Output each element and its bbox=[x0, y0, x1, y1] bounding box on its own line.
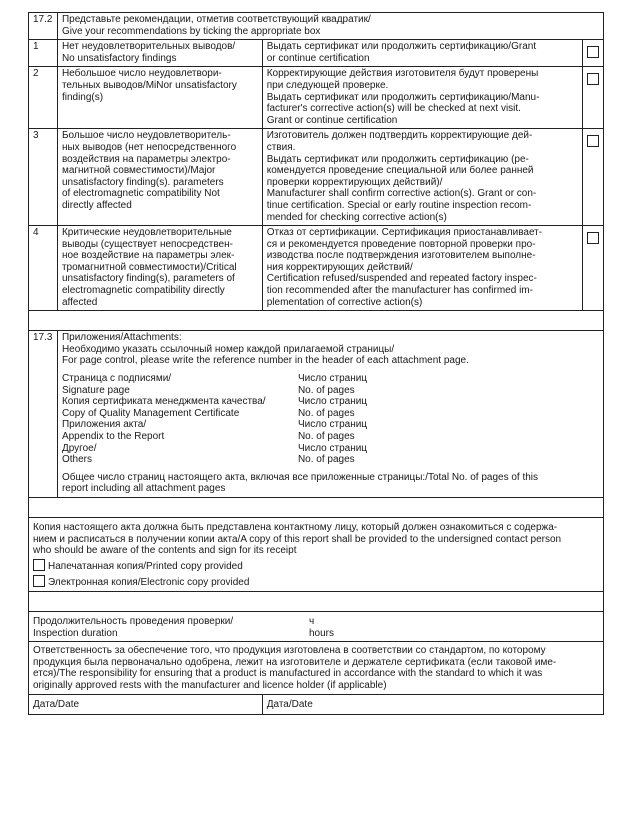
section-17-2-title bbox=[57, 13, 603, 40]
action-line: facturer's corrective action(s) will be checked at next visit. bbox=[266, 103, 521, 115]
inspection-report-page bbox=[28, 12, 604, 715]
page-count-label-ru: Число страниц bbox=[297, 419, 368, 431]
copy-text-line: who should be aware of the contents and sign for its receipt bbox=[33, 545, 297, 557]
recommendation-2-checkbox[interactable] bbox=[587, 73, 599, 85]
action-line: ся и рекомендуется проведение повторной проверки про- bbox=[266, 238, 536, 250]
responsibility-row bbox=[29, 642, 604, 694]
finding-cell bbox=[57, 129, 262, 226]
recommendation-row-1 bbox=[29, 40, 604, 67]
responsibility-cell bbox=[29, 642, 604, 694]
spacer-cell bbox=[29, 497, 604, 517]
section-17-3-row bbox=[29, 331, 604, 498]
date-cell-left bbox=[29, 694, 263, 715]
spacer-row bbox=[29, 311, 604, 331]
action-line: tinue certification. Special or early routine inspection recom- bbox=[266, 199, 532, 211]
attachments-title: Приложения/Attachments: bbox=[61, 332, 182, 344]
page-count-label-ru: Число страниц bbox=[297, 373, 368, 385]
printed-copy-checkbox[interactable] bbox=[33, 559, 45, 571]
attachments-instruction-ru: Необходимо указать ссылочный номер каждой прилагаемой страницы/ bbox=[61, 343, 395, 355]
action-line: mended for checking corrective action(s) bbox=[266, 211, 447, 223]
row-number: 3 bbox=[29, 129, 58, 226]
attachments-cell bbox=[57, 331, 603, 498]
electronic-copy-checkbox[interactable] bbox=[33, 575, 45, 587]
page-count-label-ru: Число страниц bbox=[297, 396, 368, 408]
action-line: Manufacturer shall confirm corrective action(s). Grant or con- bbox=[266, 188, 537, 200]
action-cell bbox=[262, 129, 583, 226]
action-cell bbox=[262, 226, 583, 311]
finding-cell bbox=[57, 226, 262, 311]
finding-line: affected bbox=[61, 296, 98, 308]
attachments-instruction-en: For page control, please write the reference number in the header of each attachment page. bbox=[61, 355, 469, 367]
finding-line: магнитной совместимости)/Major bbox=[61, 165, 216, 177]
finding-line: Небольшое число неудовлетвори- bbox=[61, 68, 222, 80]
duration-row bbox=[29, 611, 604, 641]
recommendation-1-checkbox[interactable] bbox=[587, 46, 599, 58]
checkbox-cell bbox=[583, 129, 604, 226]
spacer-row bbox=[29, 591, 604, 611]
electronic-copy-option[interactable] bbox=[33, 575, 599, 589]
spacer-cell bbox=[29, 591, 604, 611]
finding-line: Нет неудовлетворительных выводов/ bbox=[61, 41, 236, 53]
copy-text-line: Копия настоящего акта должна быть представлена контактному лицу, который должен ознакомиться с содержа- bbox=[33, 521, 558, 533]
checkbox-cell bbox=[583, 226, 604, 311]
duration-line bbox=[33, 628, 599, 640]
finding-cell bbox=[57, 40, 262, 67]
row-number: 2 bbox=[29, 67, 58, 129]
attachment-label-ru: Страница с подписями/ bbox=[61, 373, 172, 385]
attachment-label-en: Others bbox=[61, 454, 92, 466]
responsibility-line: originally approved rests with the manufacturer and licence holder (if applicable) bbox=[33, 679, 387, 691]
finding-line: тромагнитной совместимости)/Critical bbox=[61, 261, 237, 273]
section-number: 17.3 bbox=[29, 331, 58, 498]
finding-line: воздействия на параметры электро- bbox=[61, 153, 231, 165]
report-form-table bbox=[28, 12, 604, 715]
action-line: or continue certification bbox=[266, 52, 370, 64]
action-line: Изготовитель должен подтвердить корректирующие дей- bbox=[266, 130, 533, 142]
attachment-label-ru: Другое/ bbox=[61, 442, 97, 454]
row-number: 4 bbox=[29, 226, 58, 311]
attachment-label-ru: Приложения акта/ bbox=[61, 419, 147, 431]
action-cell bbox=[262, 40, 583, 67]
finding-line: тельных выводов/MiNor unsatisfactory bbox=[61, 79, 237, 91]
finding-line: ное воздействие на параметры элек- bbox=[61, 250, 235, 262]
date-label: Дата/Date bbox=[33, 698, 80, 710]
action-line: ствия. bbox=[266, 141, 296, 153]
duration-label-en: Inspection duration bbox=[33, 627, 118, 639]
attachment-label-en: Copy of Quality Management Certificate bbox=[61, 407, 240, 419]
page-count-label-en: No. of pages bbox=[297, 454, 355, 466]
page-count-label-en: No. of pages bbox=[297, 431, 355, 442]
action-line: Grant or continue certification bbox=[266, 114, 398, 126]
action-line: Certification refused/suspended and repeated factory inspec- bbox=[266, 273, 537, 285]
copy-text-line: нием и расписаться в получении копии акта/A copy of this report shall be provided to the undersigned contact person bbox=[33, 533, 562, 545]
section-number: 17.2 bbox=[29, 13, 58, 40]
attachment-label-en: Signature page bbox=[61, 384, 130, 396]
row-number: 1 bbox=[29, 40, 58, 67]
page-count-label-en: No. of pages bbox=[297, 384, 355, 396]
total-pages-line: Общее число страниц настоящего акта, включая все приложенные страницы:/Total No. of pages of this bbox=[61, 471, 539, 483]
finding-line: Критические неудовлетворительные bbox=[61, 227, 232, 239]
printed-copy-option[interactable] bbox=[33, 559, 599, 573]
action-line: проверки корректирующих действий)/ bbox=[266, 176, 443, 188]
finding-line: electromagnetic compatibility directly bbox=[61, 285, 225, 297]
finding-cell bbox=[57, 67, 262, 129]
checkbox-cell bbox=[583, 40, 604, 67]
duration-unit-en: hours bbox=[309, 627, 335, 639]
finding-line: finding(s) bbox=[61, 91, 104, 103]
recommendation-row-4 bbox=[29, 226, 604, 311]
attachment-label-ru: Копия сертификата менеджмента качества/ bbox=[61, 396, 266, 408]
action-line: Выдать сертификат или продолжить сертификацию (ре- bbox=[266, 153, 529, 165]
action-line: изводства после подтверждения изготовителем выполне- bbox=[266, 250, 536, 262]
electronic-copy-label: Электронная копия/Electronic copy provided bbox=[48, 577, 250, 589]
action-line: Выдать сертификат или продолжить сертификацию/Grant bbox=[266, 41, 537, 53]
section-title-en: Give your recommendations by ticking the appropriate box bbox=[61, 25, 321, 37]
copy-cell bbox=[29, 517, 604, 591]
action-line: Выдать сертификат или продолжить сертификацию/Manu- bbox=[266, 91, 540, 103]
finding-line: unsatisfactory finding(s). parameters bbox=[61, 176, 224, 188]
total-pages bbox=[62, 472, 599, 495]
section-title-ru: Представьте рекомендации, отметив соответствующий квадратик/ bbox=[61, 14, 371, 25]
page-count-label-en: No. of pages bbox=[297, 407, 355, 419]
recommendation-row-3 bbox=[29, 129, 604, 226]
finding-line: of electromagnetic compatibility Not bbox=[61, 188, 220, 200]
spacer-row bbox=[29, 497, 604, 517]
duration-label-ru: Продолжительность проведения проверки/ bbox=[33, 615, 234, 627]
action-line: plementation of corrective action(s) bbox=[266, 296, 423, 308]
attachment-label-en: Appendix to the Report bbox=[61, 431, 165, 442]
page-count-label-ru: Число страниц bbox=[297, 442, 368, 454]
duration-cell bbox=[29, 611, 604, 641]
recommendation-4-checkbox[interactable] bbox=[587, 232, 599, 244]
checkbox-cell bbox=[583, 67, 604, 129]
responsibility-line: продукция была первоначально одобрена, лежит на изготовителе и держателе сертификата (если таковой име- bbox=[33, 656, 557, 668]
total-pages-line: report including all attachment pages bbox=[61, 483, 226, 495]
printed-copy-label: Напечатанная копия/Printed copy provided bbox=[48, 560, 243, 572]
spacer-cell bbox=[29, 311, 604, 331]
action-line: при следующей проверке. bbox=[266, 79, 389, 91]
finding-line: ных выводов (нет непосредственного bbox=[61, 141, 237, 153]
responsibility-line: Ответственность за обеспечение того, что продукция изготовлена в соответствии со стандартом, по которому bbox=[33, 645, 546, 657]
action-line: ния корректирующих действий/ bbox=[266, 261, 413, 273]
finding-line: No unsatisfactory findings bbox=[61, 52, 177, 64]
date-cell-right bbox=[262, 694, 603, 715]
finding-line: Большое число неудовлетворитель- bbox=[61, 130, 231, 142]
recommendation-row-2 bbox=[29, 67, 604, 129]
action-line: tion recommended after the manufacturer has confirmed im- bbox=[266, 285, 533, 297]
action-cell bbox=[262, 67, 583, 129]
attachments-list bbox=[62, 373, 599, 466]
recommendation-3-checkbox[interactable] bbox=[587, 135, 599, 147]
section-17-2-header-row bbox=[29, 13, 604, 40]
date-label: Дата/Date bbox=[266, 698, 313, 710]
finding-line: unsatisfactory finding(s), parameters of bbox=[61, 273, 235, 285]
action-line: комендуется проведение специальной или более ранней bbox=[266, 165, 534, 177]
duration-line bbox=[33, 616, 599, 628]
action-line: Отказ от сертификации. Сертификация приостанавливает- bbox=[266, 227, 543, 239]
finding-line: выводы (существует непосредствен- bbox=[61, 238, 233, 250]
action-line: Корректирующие действия изготовителя будут проверены bbox=[266, 68, 539, 80]
responsibility-line: ется)/The responsibility for ensuring that a product is manufactured in accordance with the standard to which it was bbox=[33, 668, 543, 680]
date-row bbox=[29, 694, 604, 715]
duration-unit-ru: ч bbox=[309, 615, 315, 627]
copy-row bbox=[29, 517, 604, 591]
finding-line: directly affected bbox=[61, 199, 132, 211]
